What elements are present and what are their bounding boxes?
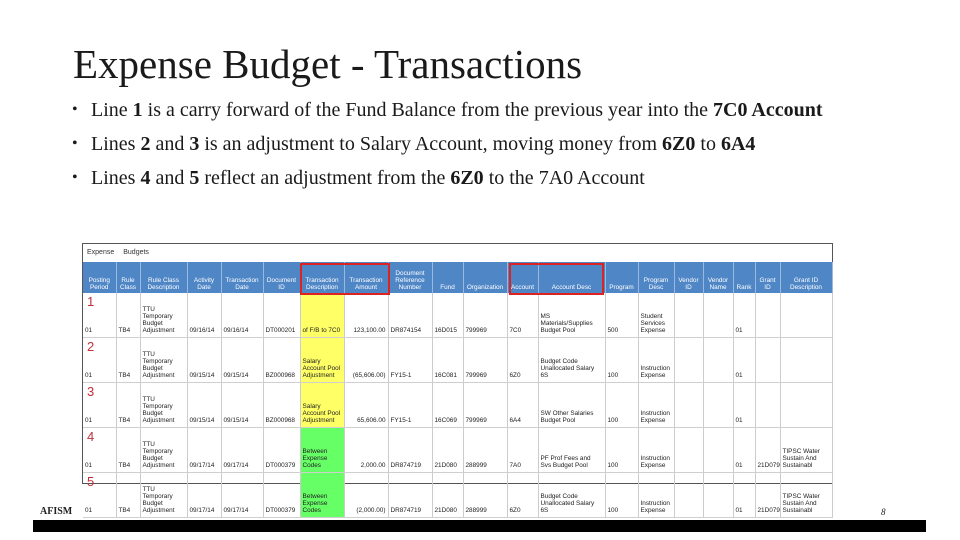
table-cell: BZ000968	[263, 338, 300, 383]
table-cell: Instruction Expense	[638, 473, 674, 518]
column-header[interactable]: Document Reference Number	[388, 262, 432, 293]
table-cell: Budget Code Unallocated Salary 6S	[538, 473, 605, 518]
table-cell: 100	[605, 383, 638, 428]
bullet-text	[91, 133, 755, 155]
bullet-text-run: Account	[573, 167, 645, 189]
column-header[interactable]: Program Desc	[638, 262, 674, 293]
table-cell	[674, 383, 703, 428]
bullet-text	[91, 167, 645, 189]
footer-org: AFISM	[40, 506, 73, 517]
column-header[interactable]: Transaction Date	[221, 262, 263, 293]
table-cell: 123,100.00	[344, 293, 388, 338]
table-cell: 09/15/14	[187, 338, 221, 383]
table-cell: 1 01	[83, 293, 116, 338]
table-cell: 09/16/14	[221, 293, 263, 338]
bullet-text-run: Line	[91, 99, 133, 121]
bullet-text-run: Lines	[91, 167, 141, 189]
column-header[interactable]: Transaction Description	[300, 262, 344, 293]
table-cell	[703, 383, 733, 428]
bullet-bold-run: 1	[132, 99, 143, 121]
table-cell: 6A4	[507, 383, 538, 428]
table-cell: TB4	[116, 383, 140, 428]
column-header[interactable]: Document ID	[263, 262, 300, 293]
table-cell: (65,606.00)	[344, 338, 388, 383]
table-cell: 09/15/14	[221, 338, 263, 383]
table-cell	[755, 383, 780, 428]
bullet-bold-run: 5	[189, 167, 200, 189]
table-cell: 100	[605, 473, 638, 518]
bullet-text-run: 7A0	[538, 167, 574, 189]
bullet-bold-run: 7C0	[713, 99, 748, 121]
table-cell: 799969	[463, 338, 507, 383]
bullet-text-run: to	[695, 133, 721, 155]
table-cell: 5 01	[83, 473, 116, 518]
table-cell: TTU Temporary Budget Adjustment	[140, 338, 187, 383]
column-header[interactable]: Transaction Amount	[344, 262, 388, 293]
table-cell: DR874719	[388, 473, 432, 518]
page-number: 8	[881, 507, 886, 517]
table-cell: 09/15/14	[221, 383, 263, 428]
table-cell: DT000201	[263, 293, 300, 338]
table-cell: 6Z0	[507, 473, 538, 518]
table-cell: PF Prof Fees and Svs Budget Pool	[538, 428, 605, 473]
table-cell: 2,000.00	[344, 428, 388, 473]
table-cell: 500	[605, 293, 638, 338]
bullet-bold-run: 2	[140, 133, 151, 155]
column-header[interactable]: Vendor ID	[674, 262, 703, 293]
bullet-text	[91, 99, 822, 121]
table-cell: 2 01	[83, 338, 116, 383]
column-header[interactable]: Fund	[432, 262, 463, 293]
bullet-bold-run: 3	[189, 133, 200, 155]
table-cell: 01	[733, 428, 755, 473]
bullet-text-run: to the	[483, 167, 539, 189]
bullet-text-run: and	[150, 133, 190, 155]
bullet-item	[72, 98, 872, 122]
column-header[interactable]: Rank	[733, 262, 755, 293]
row-line-number: 4	[87, 429, 95, 444]
table-cell	[674, 473, 703, 518]
column-header[interactable]: Account Desc	[538, 262, 605, 293]
table-cell: 65,606.00	[344, 383, 388, 428]
table-cell	[780, 293, 832, 338]
table-cell	[755, 293, 780, 338]
table-cell: 799969	[463, 383, 507, 428]
table-cell: TTU Temporary Budget Adjustment	[140, 473, 187, 518]
bullet-list	[72, 98, 872, 200]
table-cell: 799969	[463, 293, 507, 338]
column-header[interactable]: Grant ID	[755, 262, 780, 293]
table-cell: 288999	[463, 428, 507, 473]
bullet-bold-run: 6Z0	[450, 167, 484, 189]
column-header[interactable]: Posting Period	[83, 262, 116, 293]
table-cell: 21D080	[432, 428, 463, 473]
table-row[interactable]	[83, 338, 832, 383]
table-row[interactable]	[83, 383, 832, 428]
table-cell: 21D079	[755, 473, 780, 518]
table-cell: 16C081	[432, 338, 463, 383]
table-cell: TTU Temporary Budget Adjustment	[140, 383, 187, 428]
table-cell	[703, 428, 733, 473]
table-cell: 16C069	[432, 383, 463, 428]
table-header-row	[83, 262, 832, 293]
table-cell	[674, 338, 703, 383]
table-cell: Between Expense Codes	[300, 473, 344, 518]
table-cell: BZ000968	[263, 383, 300, 428]
table-cell: TB4	[116, 293, 140, 338]
table-cell: TTU Temporary Budget Adjustment	[140, 293, 187, 338]
table-cell: 01	[733, 473, 755, 518]
table-cell: 01	[733, 293, 755, 338]
table-cell	[780, 383, 832, 428]
table-cell: 21D080	[432, 473, 463, 518]
table-cell: 09/15/14	[187, 383, 221, 428]
bullet-text-run: reflect an adjustment from the	[199, 167, 451, 189]
table-cell: Instruction Expense	[638, 383, 674, 428]
bullet-dot: •	[72, 101, 78, 118]
column-header[interactable]: Organization	[463, 262, 507, 293]
row-line-number: 3	[87, 384, 95, 399]
table-cell: Instruction Expense	[638, 338, 674, 383]
table-cell	[674, 293, 703, 338]
table-cell: 100	[605, 428, 638, 473]
table-cell: 01	[733, 383, 755, 428]
column-header[interactable]: Grant ID Description	[780, 262, 832, 293]
table-cell: 3 01	[83, 383, 116, 428]
bullet-text-run: is an adjustment to Salary Account, moving money from	[199, 133, 663, 155]
table-cell: 09/17/14	[187, 428, 221, 473]
bullet-item	[72, 166, 872, 190]
table-cell: Student Services Expense	[638, 293, 674, 338]
table-cell: 100	[605, 338, 638, 383]
table-cell: DT000379	[263, 428, 300, 473]
table-cell: 6Z0	[507, 338, 538, 383]
table-cell: 09/17/14	[221, 428, 263, 473]
bullet-bold-run: 4	[140, 167, 151, 189]
table-cell: DR874154	[388, 293, 432, 338]
table-cell: Instruction Expense	[638, 428, 674, 473]
column-header[interactable]: Vendor Name	[703, 262, 733, 293]
bullet-dot: •	[72, 169, 78, 186]
column-header[interactable]: Rule Class	[116, 262, 140, 293]
footer-bar	[33, 520, 926, 532]
table-cell: of F/B to 7C0	[300, 293, 344, 338]
tab-expense[interactable]: Expense	[87, 249, 115, 256]
table-cell: TB4	[116, 428, 140, 473]
bullet-bold-run: 6A4	[720, 133, 756, 155]
table-cell: TIPSC Water Sustain And Sustainabl	[780, 428, 832, 473]
table-row[interactable]	[83, 428, 832, 473]
table-cell: 16D015	[432, 293, 463, 338]
column-header[interactable]: Rule Class Description	[140, 262, 187, 293]
screenshot-tabs	[83, 244, 832, 261]
slide-title: Expense Budget - Transactions	[73, 41, 583, 87]
table-cell: TTU Temporary Budget Adjustment	[140, 428, 187, 473]
table-cell: DT000379	[263, 473, 300, 518]
table-cell: 09/17/14	[221, 473, 263, 518]
table-cell: 7C0	[507, 293, 538, 338]
tab-budgets[interactable]: Budgets	[123, 249, 149, 256]
table-cell	[755, 338, 780, 383]
bullet-text-run: Lines	[91, 133, 141, 155]
table-cell: FY15-1	[388, 338, 432, 383]
table-cell: Salary Account Pool Adjustment	[300, 338, 344, 383]
table-cell: 4 01	[83, 428, 116, 473]
table-row[interactable]	[83, 293, 832, 338]
table-cell: 21D079	[755, 428, 780, 473]
table-cell: SW Other Salaries Budget Pool	[538, 383, 605, 428]
table-cell: 288999	[463, 473, 507, 518]
table-cell: (2,000.00)	[344, 473, 388, 518]
column-header[interactable]: Program	[605, 262, 638, 293]
table-cell: FY15-1	[388, 383, 432, 428]
transactions-table	[83, 262, 833, 518]
table-cell: DR874719	[388, 428, 432, 473]
table-cell	[703, 293, 733, 338]
table-cell	[703, 473, 733, 518]
table-cell: MS Materials/Supplies Budget Pool	[538, 293, 605, 338]
transactions-screenshot	[82, 243, 833, 514]
row-line-number: 1	[87, 294, 95, 309]
bullet-item	[72, 132, 872, 156]
bullet-dot: •	[72, 135, 78, 152]
table-cell: 01	[733, 338, 755, 383]
table-cell	[674, 428, 703, 473]
table-cell: TIPSC Water Sustain And Sustainabl	[780, 473, 832, 518]
table-cell: TB4	[116, 473, 140, 518]
column-header[interactable]: Account	[507, 262, 538, 293]
bullet-bold-run: 6Z0	[662, 133, 696, 155]
table-cell: Budget Code Unallocated Salary 6S	[538, 338, 605, 383]
row-line-number: 2	[87, 339, 95, 354]
table-cell	[703, 338, 733, 383]
table-row[interactable]	[83, 473, 832, 518]
table-cell	[780, 338, 832, 383]
table-cell: 09/16/14	[187, 293, 221, 338]
column-header[interactable]: Activity Date	[187, 262, 221, 293]
bullet-text-run: is a carry forward of the Fund Balance from the previous year into the	[142, 99, 714, 121]
table-cell: 7A0	[507, 428, 538, 473]
bullet-text-run: and	[150, 167, 190, 189]
table-cell: Between Expense Codes	[300, 428, 344, 473]
table-cell: 09/17/14	[187, 473, 221, 518]
row-line-number: 5	[87, 474, 95, 489]
bullet-bold-run: Account	[747, 99, 823, 121]
table-cell: Salary Account Pool Adjustment	[300, 383, 344, 428]
table-cell: TB4	[116, 338, 140, 383]
